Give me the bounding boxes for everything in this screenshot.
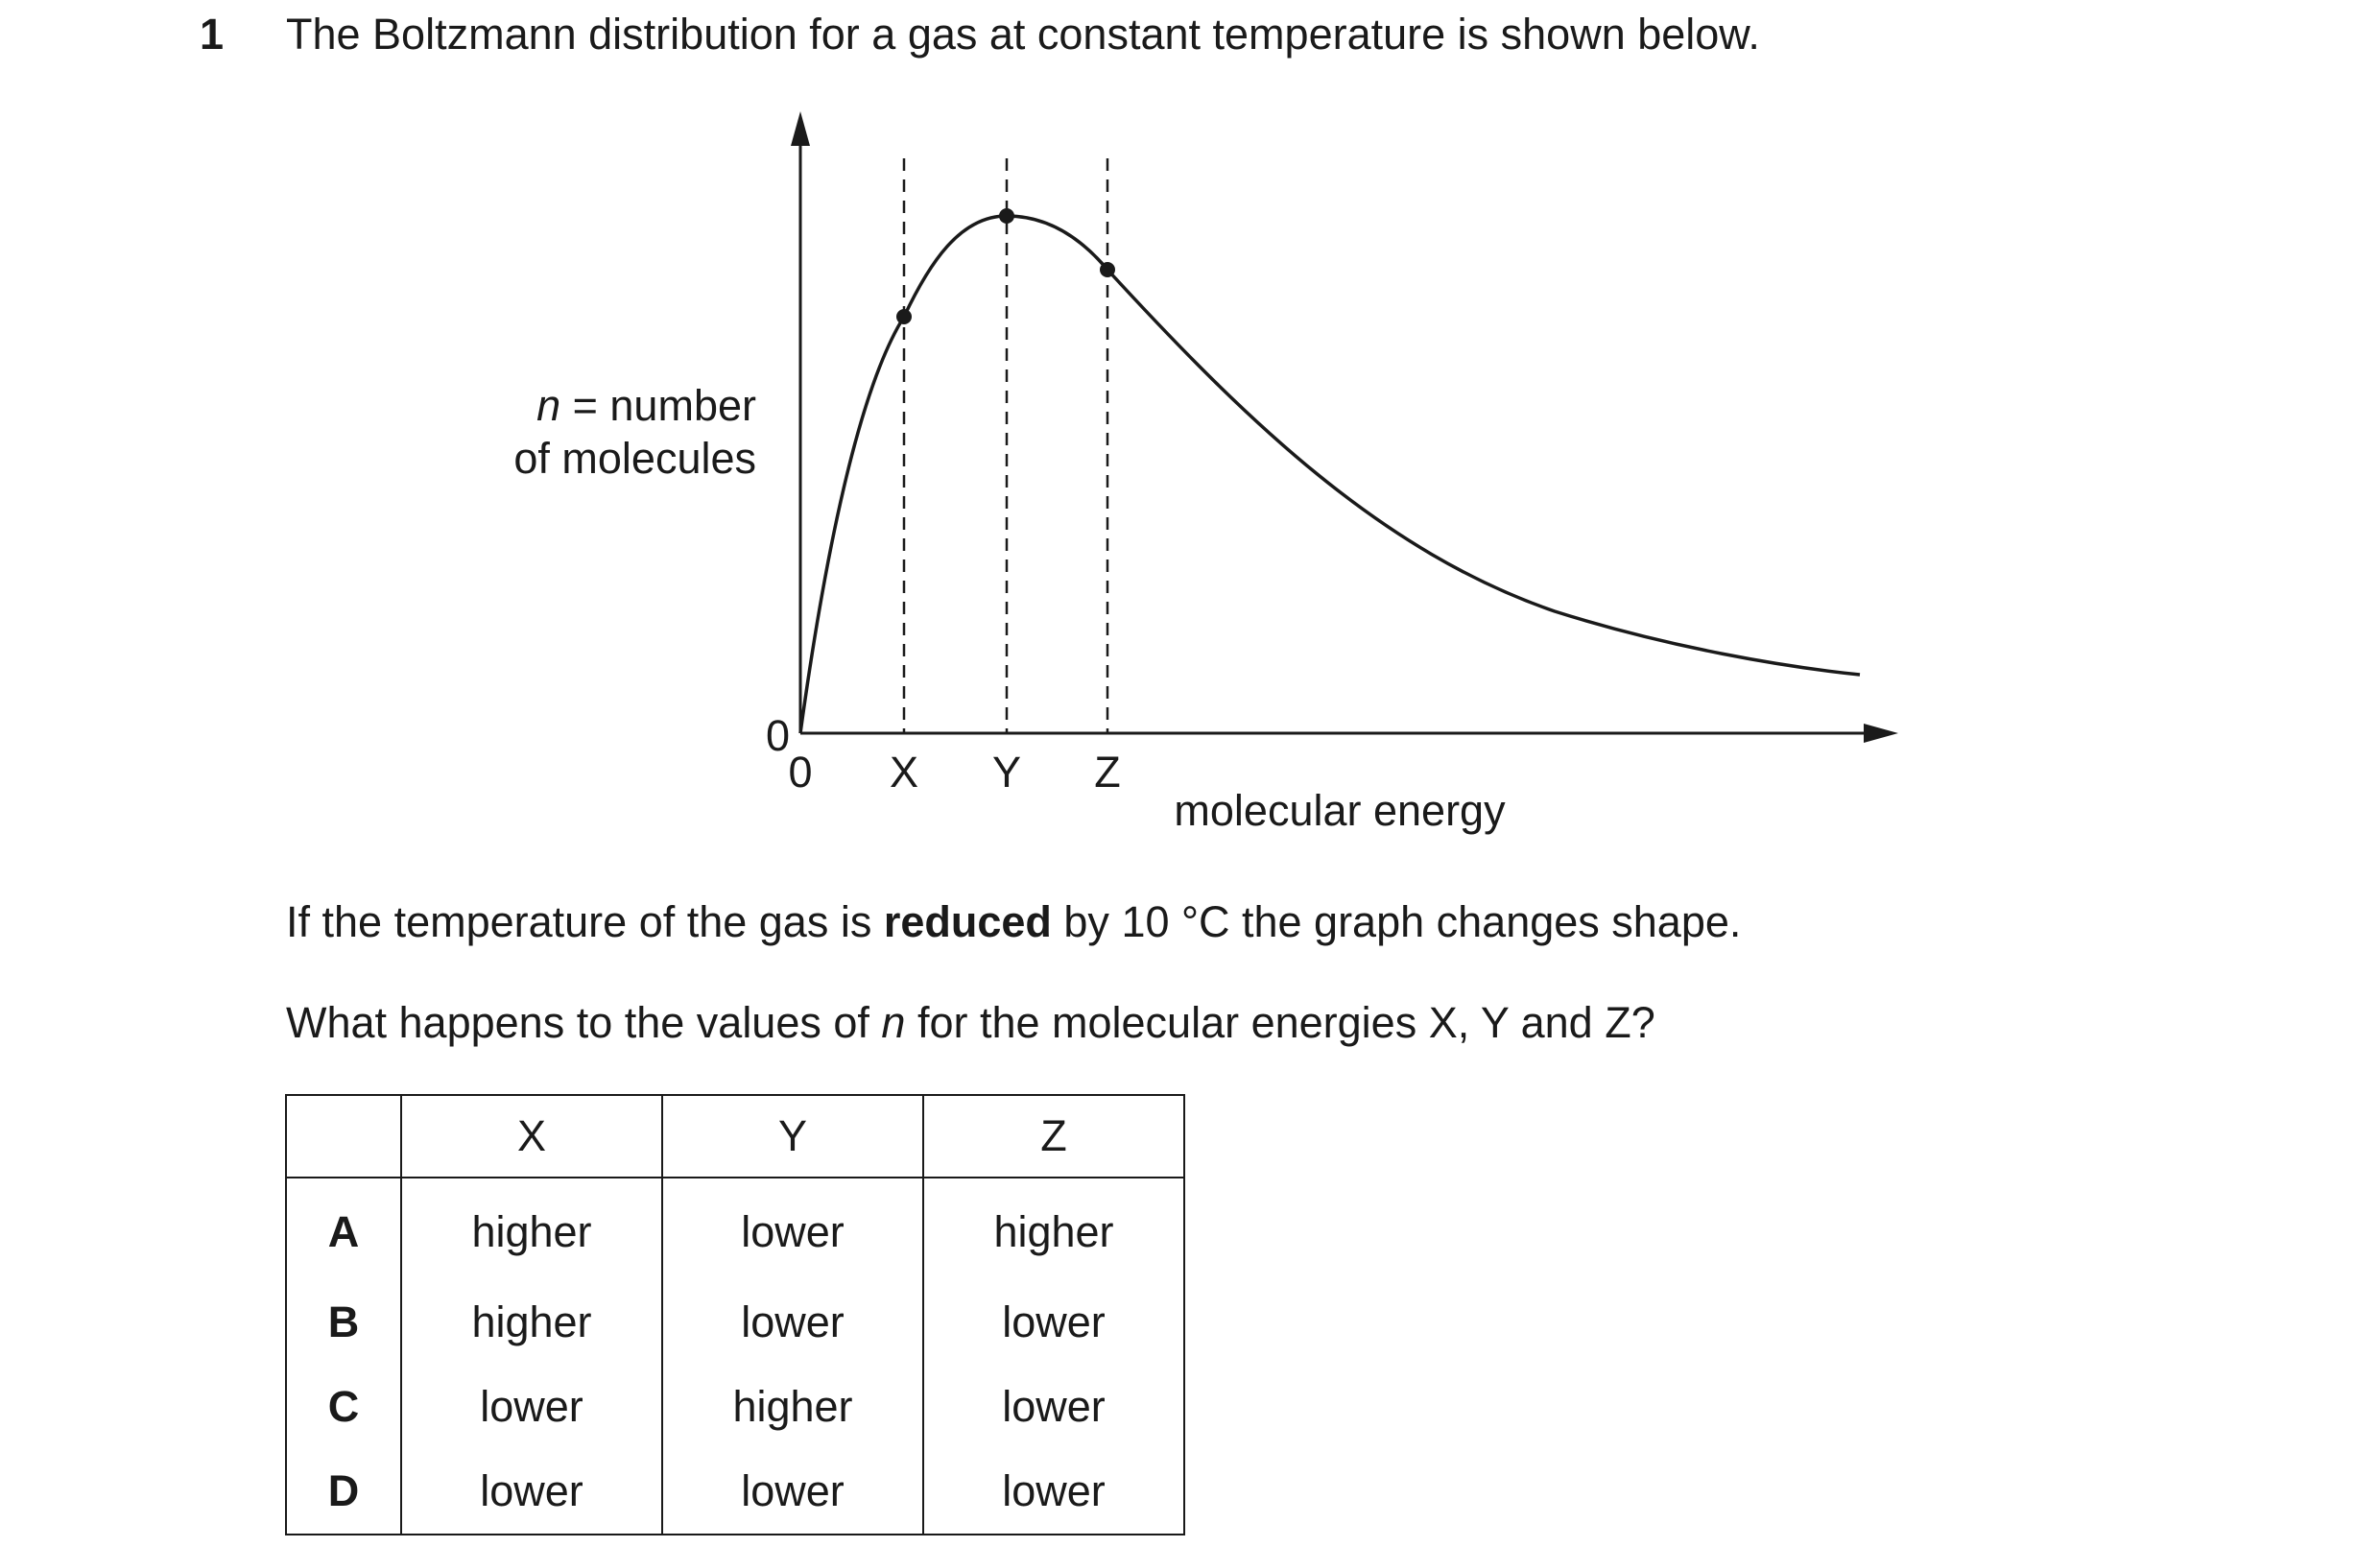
option-letter: C	[286, 1365, 401, 1449]
line2-prefix: What happens to the values of	[286, 998, 882, 1047]
question-line-1	[286, 897, 1741, 947]
table-header-row	[286, 1095, 1184, 1178]
distribution-curve	[800, 216, 1860, 733]
line2-var: n	[881, 998, 906, 1047]
y-axis-arrowhead	[791, 111, 810, 146]
cell-z: lower	[923, 1449, 1184, 1535]
origin-x-label: 0	[788, 748, 813, 797]
y-axis-label-var: n	[536, 381, 561, 430]
y-axis-label-rest: = number	[560, 381, 756, 430]
line2-suffix: for the molecular energies X, Y and Z?	[905, 998, 1655, 1047]
option-letter: A	[286, 1178, 401, 1280]
x-tick-label-z: Z	[1094, 748, 1121, 797]
line1-prefix: If the temperature of the gas is	[286, 897, 884, 946]
header-x: X	[401, 1095, 662, 1178]
table-row[interactable]	[286, 1365, 1184, 1449]
cell-x: higher	[401, 1280, 662, 1365]
question-number: 1	[200, 10, 225, 59]
cell-y: lower	[662, 1178, 923, 1280]
x-tick-label-y: Y	[991, 748, 1022, 797]
cell-z: lower	[923, 1365, 1184, 1449]
option-letter: B	[286, 1280, 401, 1365]
question-stem: The Boltzmann distribution for a gas at constant temperature is shown below.	[286, 10, 1760, 59]
header-y: Y	[662, 1095, 923, 1178]
line1-suffix: by 10 °C the graph changes shape.	[1051, 897, 1742, 946]
header-z: Z	[923, 1095, 1184, 1178]
cell-y: lower	[662, 1280, 923, 1365]
y-axis-label-line2: of molecules	[513, 434, 756, 483]
header-empty	[286, 1095, 401, 1178]
x-tick-label-x: X	[889, 748, 919, 797]
line1-bold: reduced	[883, 897, 1052, 946]
cell-x: higher	[401, 1178, 662, 1280]
answer-table	[285, 1094, 1185, 1535]
cell-x: lower	[401, 1365, 662, 1449]
x-axis-label: molecular energy	[1174, 786, 1506, 835]
table-row[interactable]	[286, 1449, 1184, 1535]
cell-y: higher	[662, 1365, 923, 1449]
x-axis-arrowhead	[1864, 724, 1898, 743]
table-row[interactable]	[286, 1178, 1184, 1280]
table-row[interactable]	[286, 1280, 1184, 1365]
point-z	[1100, 262, 1115, 277]
origin-y-label: 0	[765, 711, 790, 760]
question-line-2	[286, 998, 1655, 1048]
cell-y: lower	[662, 1449, 923, 1535]
point-x	[896, 309, 912, 324]
cell-z: lower	[923, 1280, 1184, 1365]
point-y	[999, 208, 1014, 224]
option-letter: D	[286, 1449, 401, 1535]
y-axis-label	[536, 381, 756, 430]
cell-z: higher	[923, 1178, 1184, 1280]
cell-x: lower	[401, 1449, 662, 1535]
